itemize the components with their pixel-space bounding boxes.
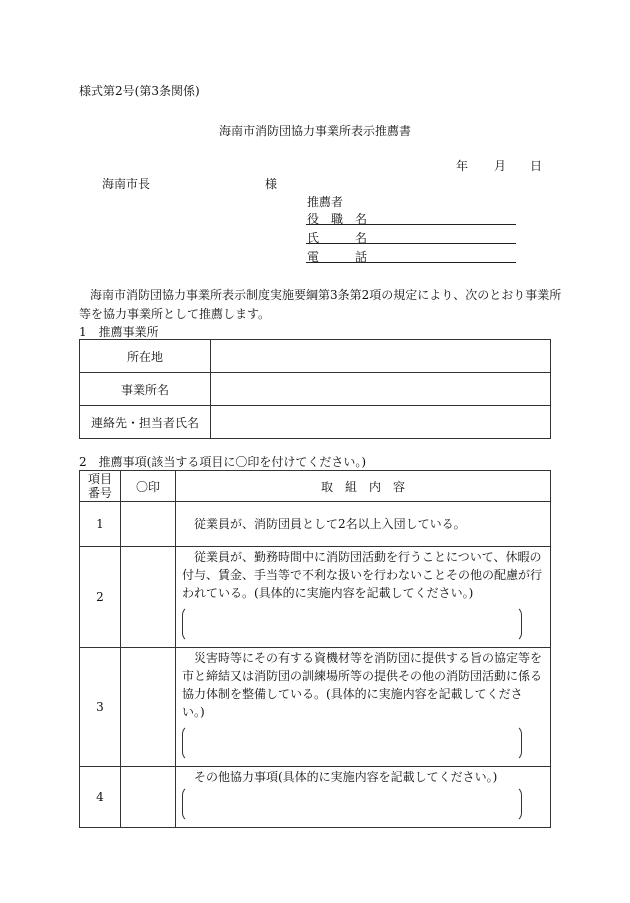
column-header-item-no-line2: 番号 — [87, 486, 112, 500]
item-number: 3 — [80, 648, 121, 767]
position-underline[interactable] — [306, 224, 516, 225]
date-year: 年 — [456, 159, 469, 173]
section1-heading: 1 推薦事業所 — [79, 325, 159, 339]
column-header-mark: 〇印 — [121, 471, 176, 502]
item-text: 従業員が、勤務時間中に消防団活動を行うことについて、休暇の付与、賃金、手当等で不利な扱いを行わないことその他の配慮が行われている。(具体的に実施内容を記載してください。) — [182, 550, 543, 600]
date-day: 日 — [530, 159, 543, 173]
table-row — [80, 373, 551, 406]
content-cell — [176, 502, 551, 547]
mark-cell[interactable] — [121, 547, 176, 648]
mark-cell[interactable] — [121, 648, 176, 767]
position-label: 役 職 名 — [307, 212, 368, 226]
column-header-item-no — [80, 471, 121, 502]
table-row — [80, 406, 551, 439]
recommender-heading: 推薦者 — [307, 195, 344, 209]
location-label: 所在地 — [80, 340, 211, 373]
item-text: 従業員が、消防団員として2名以上入団している。 — [194, 517, 466, 531]
content-cell — [176, 767, 551, 828]
content-cell — [176, 547, 551, 648]
item-number: 4 — [80, 767, 121, 828]
column-header-content: 取 組 内 容 — [176, 471, 551, 502]
addressee-name: 海南市長 — [102, 177, 151, 191]
phone-label: 電 話 — [307, 250, 368, 264]
item-number: 1 — [80, 502, 121, 547]
mark-cell[interactable] — [121, 767, 176, 828]
document-title: 海南市消防団協力事業所表示推薦書 — [218, 124, 411, 138]
intro-line-2: 等を協力事業所として推薦します。 — [79, 307, 271, 321]
addressee-honorific: 様 — [265, 177, 278, 191]
contact-label: 連絡先・担当者氏名 — [80, 406, 211, 439]
location-field[interactable] — [211, 340, 551, 373]
intro-line-1: 海南市消防団協力事業所表示制度実施要綱第3条第2項の規定により、次のとおり事業所 — [90, 288, 562, 302]
form-number: 様式第2号(第3条関係) — [79, 84, 200, 98]
detail-bracket-field[interactable] — [182, 606, 522, 642]
detail-bracket-field[interactable] — [182, 725, 522, 761]
content-cell — [176, 648, 551, 767]
recommendation-table — [79, 470, 551, 828]
table-row — [80, 502, 551, 547]
column-header-item-no-line1: 項目 — [87, 472, 112, 486]
table-row — [80, 547, 551, 648]
table-row — [80, 648, 551, 767]
business-table — [79, 339, 551, 439]
item-text: 災害時等にその有する資機材等を消防団に提供する旨の協定等を市と締結又は消防団の訓練場所等の提供その他の消防団活動に係る協力体制を整備している。(具体的に実施内容を記載してください。) — [182, 651, 543, 719]
date-month: 月 — [494, 159, 507, 173]
table-row — [80, 340, 551, 373]
business-name-field[interactable] — [211, 373, 551, 406]
item-number: 2 — [80, 547, 121, 648]
contact-field[interactable] — [211, 406, 551, 439]
business-name-label: 事業所名 — [80, 373, 211, 406]
name-underline[interactable] — [306, 243, 516, 244]
phone-underline[interactable] — [306, 262, 516, 263]
section2-heading: 2 推薦事項(該当する項目に〇印を付けてください。) — [79, 455, 367, 469]
table-row — [80, 767, 551, 828]
table-header-row — [80, 471, 551, 502]
mark-cell[interactable] — [121, 502, 176, 547]
item-text: その他協力事項(具体的に実施内容を記載してください。) — [194, 770, 498, 784]
detail-bracket-field[interactable] — [182, 786, 522, 822]
name-label: 氏 名 — [307, 231, 368, 245]
